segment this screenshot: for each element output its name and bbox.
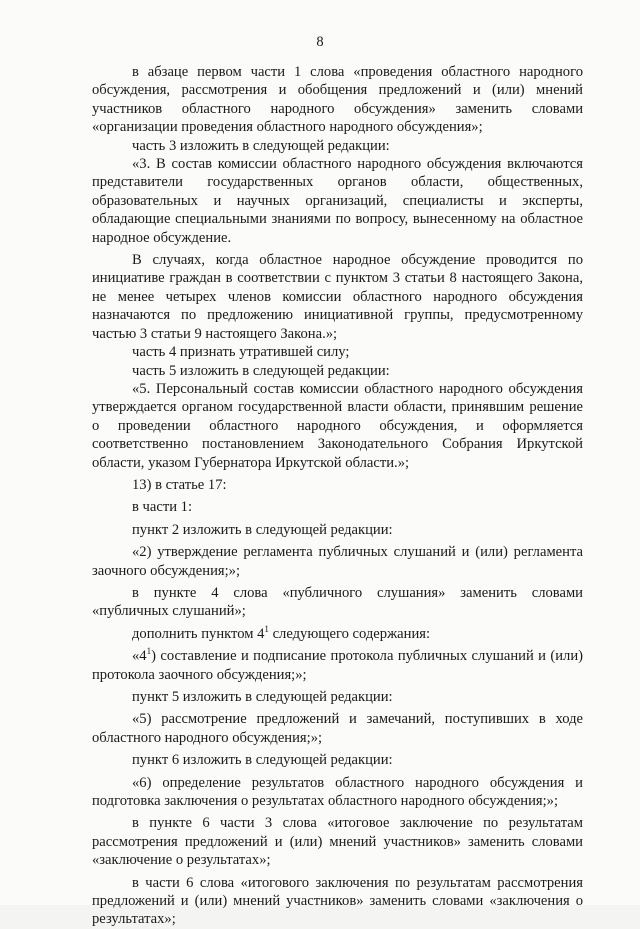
paragraph: «3. В состав комиссии областного народного обсуждения включаются представители государственных органов области, общественных, образовательных и научных организаций, специалисты и эксперты, обладающие специальными знаниями по вопросу, вынесенному на областное народное обсуждение. (92, 156, 583, 246)
paragraph: «5) рассмотрение предложений и замечаний, поступивших в ходе областного народного обсуждения;»; (92, 711, 583, 746)
paragraph: в части 1: (132, 499, 193, 516)
paragraph: в пункте 4 слова «публичного слушания» заменить словами «публичных слушаний»; (92, 584, 583, 620)
paragraph: часть 4 признать утратившей силу; (132, 344, 350, 361)
paragraph: «6) определение результатов областного народного обсуждения и подготовка заключения о результатах областного народного обсуждения;»; (92, 774, 583, 810)
paragraph: пункт 6 изложить в следующей редакции: (132, 752, 393, 769)
paragraph: пункт 5 изложить в следующей редакции: (132, 689, 393, 705)
paragraph: «5. Персональный состав комиссии областного народного обсуждения утверждается органом государственной власти области, принявшим решение о проведении областного народного обсуждения, и оформляется соответственно постановлением Законодательного Собрания Иркутской области, указом Губернатора Иркутской области.»; (92, 380, 583, 471)
paragraph: 13) в статье 17: (132, 476, 227, 493)
paragraph: В случаях, когда областное народное обсуждение проводится по инициативе граждан в соответствии с пунктом 3 статьи 8 настоящего Закона, не менее четырех членов комиссии областного народного обсуждения назначаются по предложению инициативной группы, предусмотренному частью 3 статьи 9 настоящего Закона.»; (92, 252, 583, 342)
paragraph: «2) утверждение регламента публичных слушаний и (или) регламента заочного обсуждения;»; (92, 544, 583, 579)
paragraph: в абзаце первом части 1 слова «проведения областного народного обсуждения, рассмотрения и обобщения предложений и (или) мнений участников областного народного обсуждения» заменить словами «организации проведения областного народного обсуждения»; (92, 64, 583, 136)
paragraph: «$4^1$) составление и подписание протокола публичных слушаний и (или) протокола заочного обсуждения;»; (92, 646, 583, 683)
paragraph: в части 6 слова «итогового заключения по результатам рассмотрения предложений и (или) мнений участников» заменить словами «заключения о результатах»; (92, 874, 583, 928)
paragraph: пункт 2 изложить в следующей редакции: (132, 521, 393, 538)
paragraph: дополнить пунктом $4^1$ следующего содержания: (132, 623, 431, 642)
document-body (92, 63, 583, 929)
page-number: 8 (316, 34, 324, 50)
paragraph: часть 3 изложить в следующей редакции: (132, 137, 390, 154)
paragraph: часть 5 изложить в следующей редакции: (132, 362, 390, 379)
paragraph: в пункте 6 части 3 слова «итоговое заключение по результатам рассмотрения предложений и (или) мнений участников» заменить словами «заключение о результатах»; (92, 815, 583, 869)
